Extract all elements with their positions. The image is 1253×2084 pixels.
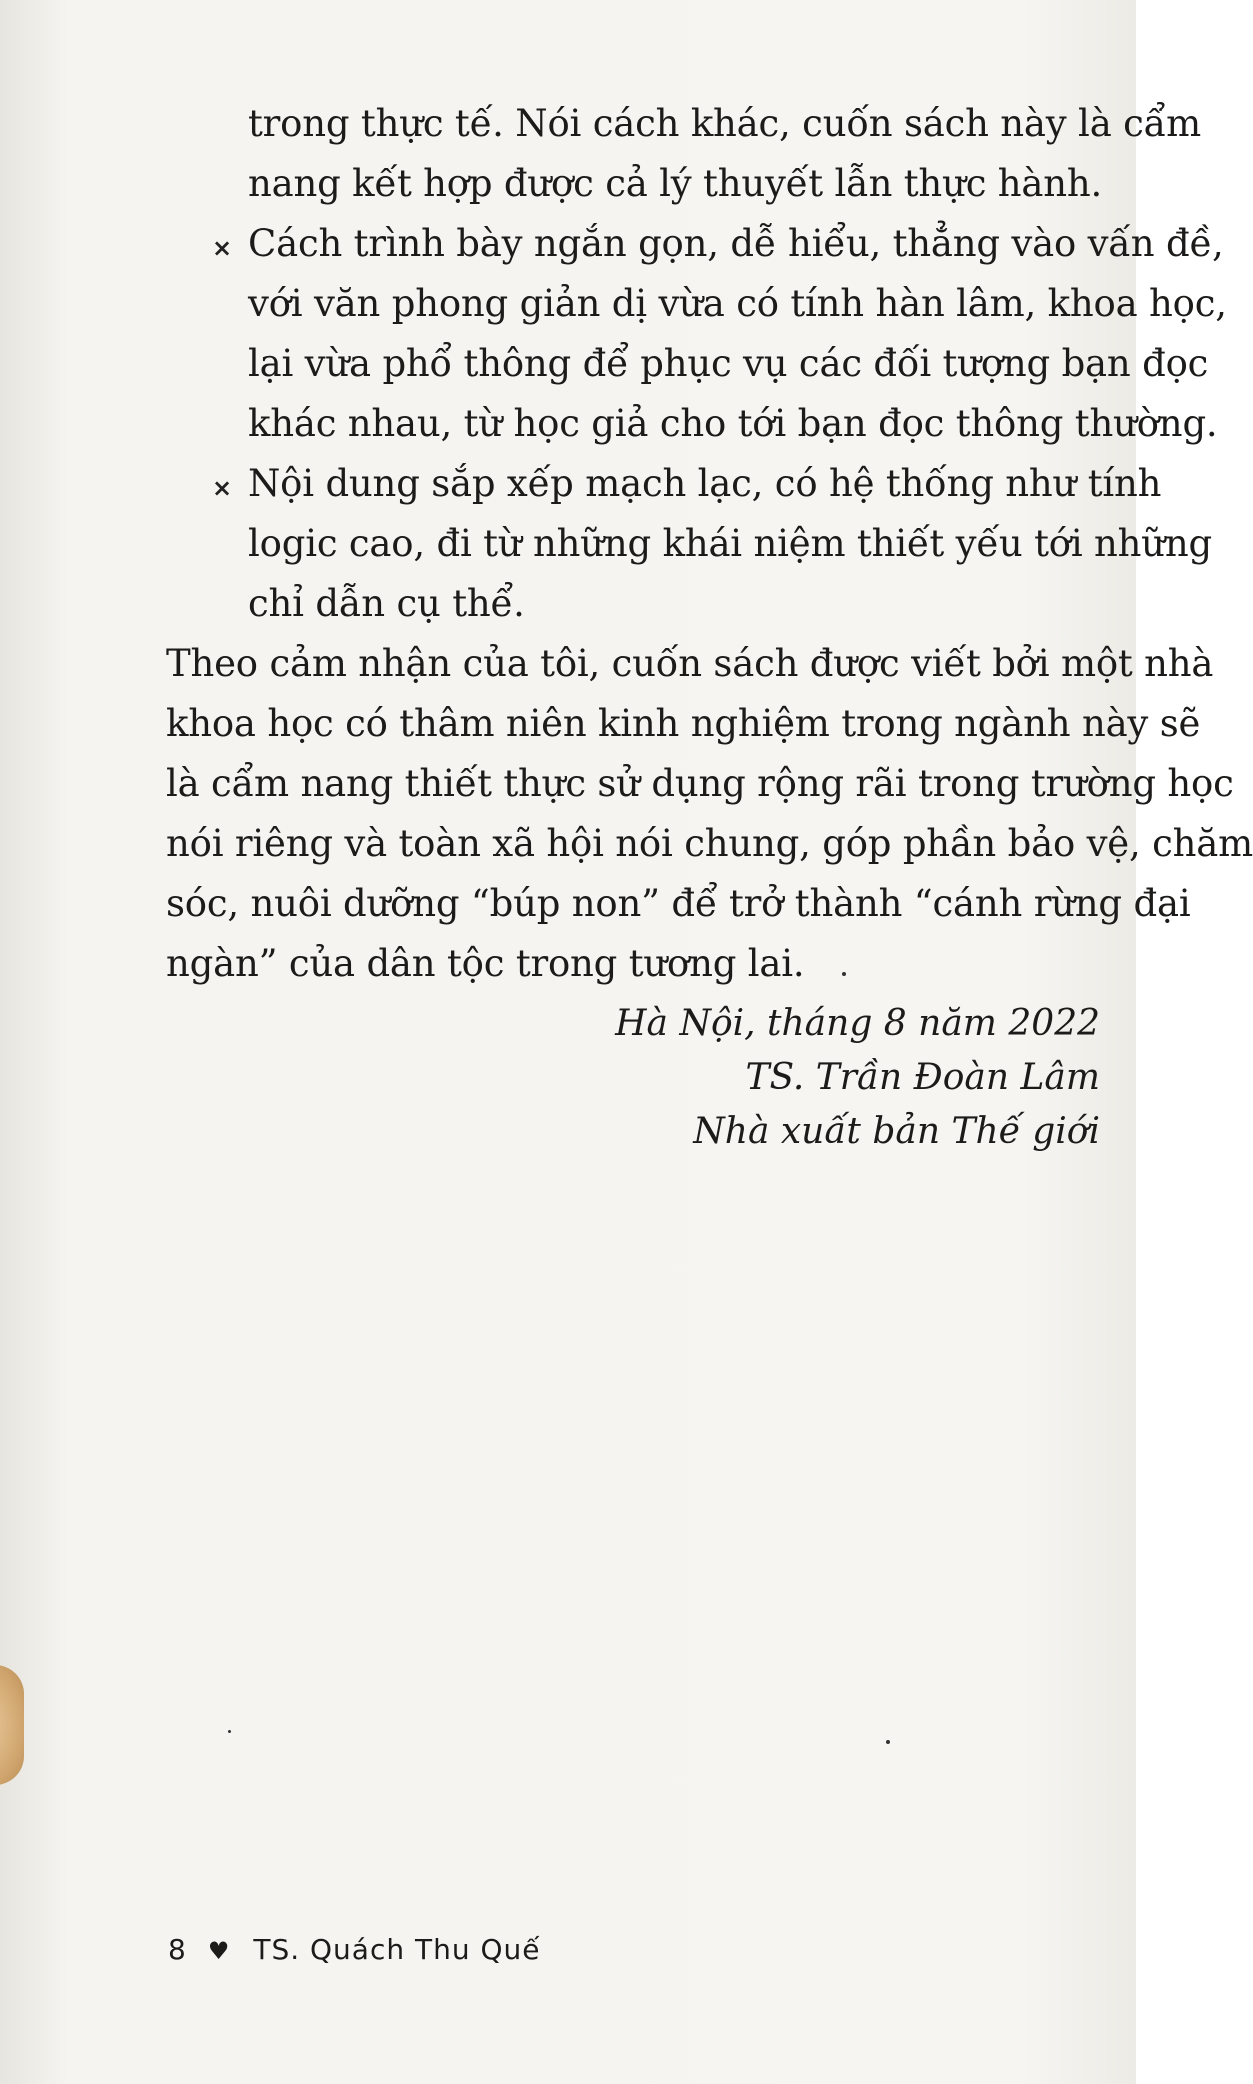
thumb-edge — [0, 1665, 24, 1785]
text-line: chỉ dẫn cụ thể. — [248, 582, 525, 625]
text-line: với văn phong giản dị vừa có tính hàn lâm, khoa học, — [248, 282, 1227, 325]
text-line: Nội dung sắp xếp mạch lạc, có hệ thống như tính — [248, 462, 1162, 505]
text-line: khác nhau, từ học giả cho tới bạn đọc thông thường. — [248, 402, 1218, 445]
text-line: nang kết hợp được cả lý thuyết lẫn thực hành. — [248, 162, 1103, 205]
signature-date: Hà Nội, tháng 8 năm 2022 — [615, 1003, 1100, 1044]
text-line: lại vừa phổ thông để phục vụ các đối tượng bạn đọc — [248, 342, 1209, 385]
ink-speck — [228, 1730, 231, 1733]
signature-publisher: Nhà xuất bản Thế giới — [693, 1111, 1100, 1152]
text-line: logic cao, đi từ những khái niệm thiết yếu tới những — [248, 522, 1213, 565]
page-number: 8 — [168, 1933, 186, 1966]
ink-speck — [886, 1740, 890, 1744]
bullet-cross-icon: × — [212, 474, 233, 502]
text-line: trong thực tế. Nói cách khác, cuốn sách này là cẩm — [248, 102, 1201, 145]
text-line: sóc, nuôi dưỡng “búp non” để trở thành “cánh rừng đại — [166, 882, 1191, 925]
text-line: Cách trình bày ngắn gọn, dễ hiểu, thẳng vào vấn đề, — [248, 222, 1224, 265]
text-line: nói riêng và toàn xã hội nói chung, góp phần bảo vệ, chăm — [166, 822, 1253, 865]
text-line: là cẩm nang thiết thực sử dụng rộng rãi trong trường học — [166, 762, 1234, 805]
footer-author: TS. Quách Thu Quế — [253, 1933, 541, 1966]
page-footer — [168, 1930, 541, 1971]
text-line: Theo cảm nhận của tôi, cuốn sách được viết bởi một nhà — [166, 642, 1214, 685]
bullet-cross-icon: × — [212, 234, 233, 262]
text-line: khoa học có thâm niên kinh nghiệm trong ngành này sẽ — [166, 702, 1201, 745]
ink-speck — [842, 972, 846, 976]
signature-name: TS. Trần Đoàn Lâm — [745, 1057, 1100, 1098]
text-line: ngàn” của dân tộc trong tương lai. — [166, 942, 805, 985]
heart-icon: ♥ — [207, 1937, 230, 1965]
